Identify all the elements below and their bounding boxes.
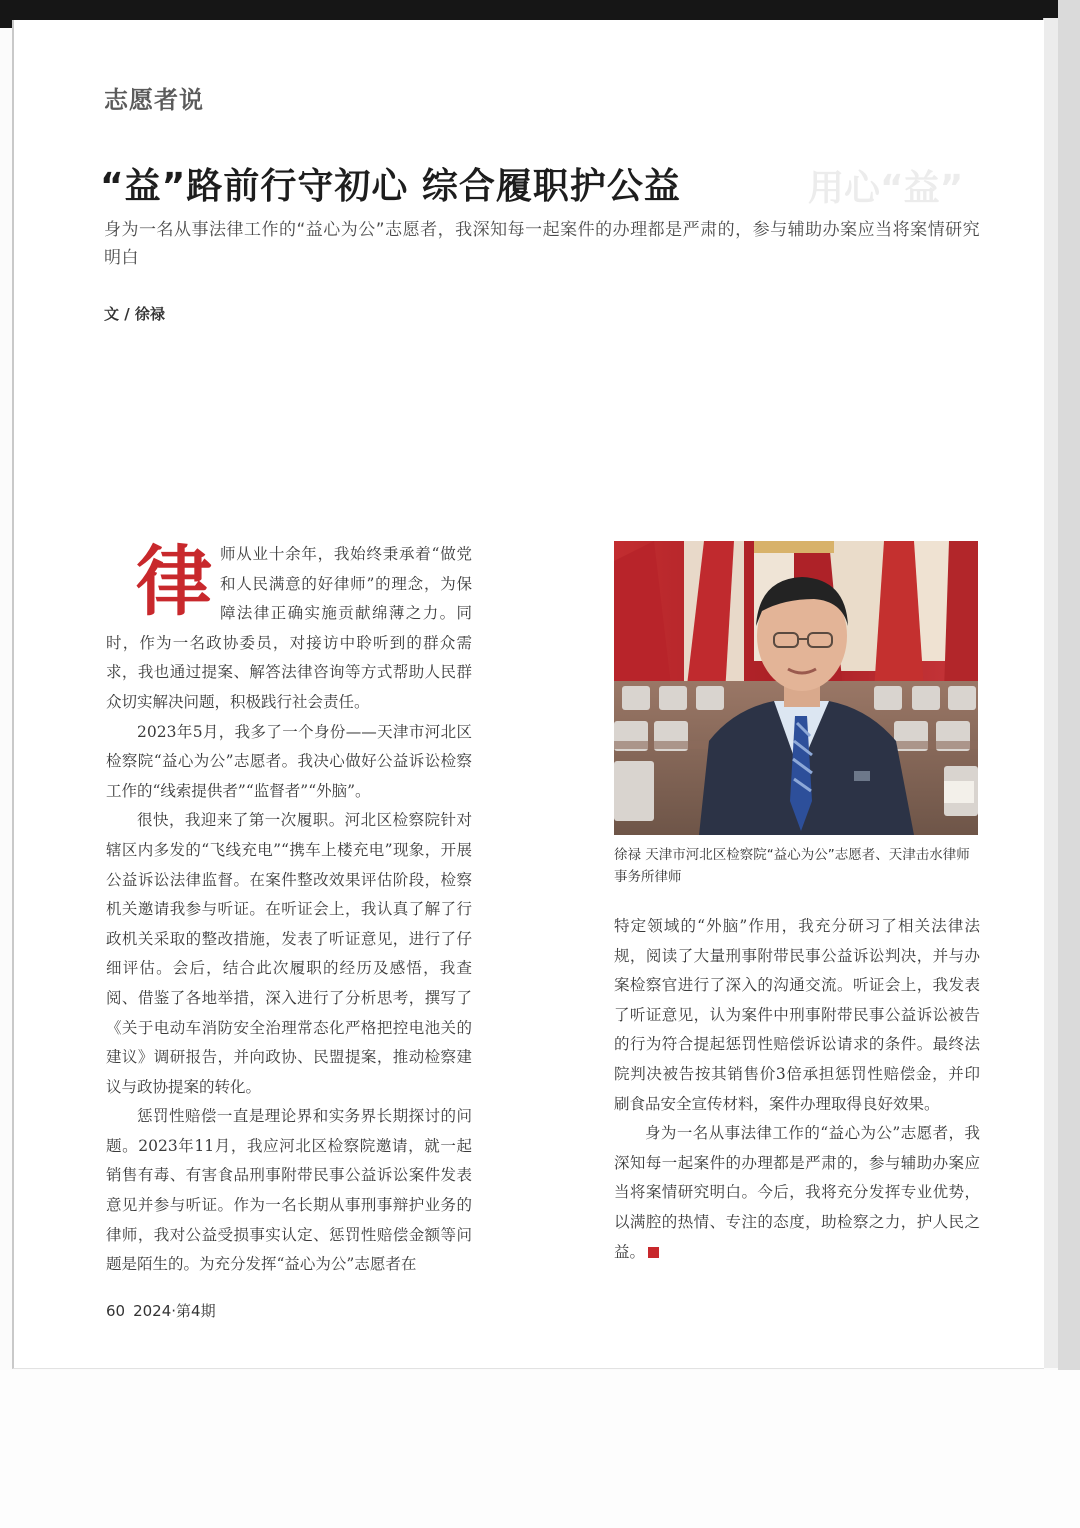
paragraph: 很快，我迎来了第一次履职。河北区检察院针对辖区内多发的“飞线充电”“携车上楼充电”现象，开展公益诉讼法律监督。在案件整改效果评估阶段，检察机关邀请我参与听证。在听证会上，我认真了解了行政机关采取的整改措施，发表了听证意见，进行了仔细评估。会后，结合此次履职的经历及感悟，我查阅、借鉴了各地举措，深入进行了分析思考，撰写了《关于电动车消防安全治理常态化严格把控电池关的建议》调研报告，并向政协、民盟提案，推动检察建议与政协提案的转化。 [106,811,472,1096]
scan-border-right [1058,0,1080,1370]
article-byline: 文 / 徐禄 [104,305,165,323]
paragraph: 律师从业十余年，我始终秉承着“做党和人民满意的好律师”的理念，为保障法律正确实施贡献绵薄之力。同时，作为一名政协委员，对接访中聆听到的群众需求，我也通过提案、解答法律咨询等方式帮助人民群众切实解决问题，积极践行社会责任。 [106,537,472,711]
photo-caption: 徐禄 天津市河北区检察院“益心为公”志愿者、天津击水律师事务所律师 [614,847,970,885]
title-bleed-through: 用心“益” [808,168,964,209]
section-label: 志愿者说 [104,85,204,114]
paragraph: 特定领域的“外脑”作用，我充分研习了相关法律法规，阅读了大量刑事附带民事公益诉讼判决，并与办案检察官进行了深入的沟通交流。听证会上，我发表了听证意见，认为案件中刑事附带民事公益诉讼被告的行为符合提起惩罚性赔偿诉讼请求的条件。最终法院判决被告按其销售价3倍承担惩罚性赔偿金，并印刷食品安全宣传材料，案件办理取得良好效果。 [614,917,980,1113]
body-column-right [614,912,980,1267]
scan-background [0,1370,1080,1528]
scan-page-edge [1043,18,1058,1368]
article-subtitle: 身为一名从事法律工作的“益心为公”志愿者，我深知每一起案件的办理都是严肃的，参与辅助办案应当将案情研究明白 [104,220,981,268]
paragraph: 2023年5月，我多了一个身份——天津市河北区检察院“益心为公”志愿者。我决心做好公益诉讼检察工作的“线索提供者”“监督者”“外脑”。 [106,722,472,800]
portrait-photo [614,541,978,835]
body-column-left [106,537,472,1280]
page-number: 60 [106,1302,126,1320]
page-footer [106,1300,216,1321]
paragraph: 惩罚性赔偿一直是理论界和实务界长期探讨的问题。2023年11月，我应河北区检察院邀请，就一起销售有毒、有害食品刑事附带民事公益诉讼案件发表意见并参与听证。作为一名长期从事刑事辩护业务的律师，我对公益受损事实认定、惩罚性赔偿金额等问题是陌生的。为充分发挥“益心为公”志愿者在 [106,1107,472,1274]
drop-cap: 律 [136,537,212,626]
end-mark-icon [648,1247,659,1258]
article-title: “益”路前行守初心 综合履职护公益 [100,166,681,207]
paragraph: 身为一名从事法律工作的“益心为公”志愿者，我深知每一起案件的办理都是严肃的，参与辅助办案应当将案情研究明白。今后，我将充分发挥专业优势，以满腔的热情、专注的态度，助检察之力，护人民之益。 [614,1124,980,1261]
issue-label: 2024·第4期 [133,1302,216,1320]
